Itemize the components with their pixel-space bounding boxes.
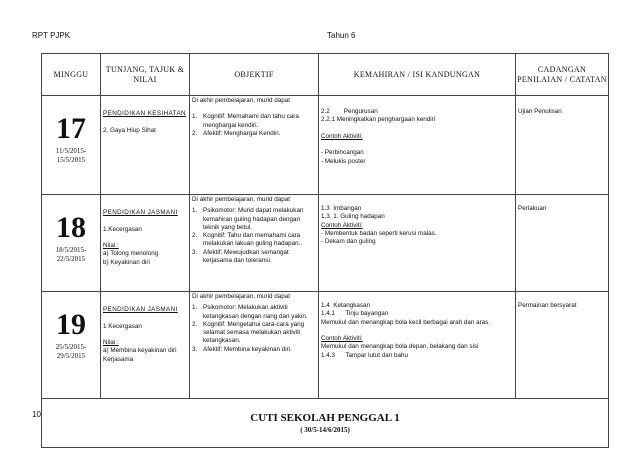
catatan-text: Permainan bersyarat [518, 302, 577, 309]
objektif-item-text: Psikomotor: Melakukan aktiviti ketangkasan dengan riang dan yakin. [203, 304, 308, 320]
kemahiran-line: 1.4.1 Tinju bayangan [321, 310, 389, 318]
tunjang-line [103, 331, 187, 339]
kemahiran-line [321, 125, 513, 133]
tunjang-cell [101, 292, 190, 399]
week-cell [42, 292, 101, 399]
kemahiran-line: 2.2 Pengurusan [321, 108, 378, 115]
objektif-item-number: 3. [192, 345, 198, 353]
kemahiran-cell [319, 195, 516, 292]
kemahiran-line: 1.3 Imbangan [321, 205, 362, 212]
objektif-item [192, 113, 316, 130]
objektif-item-text: Afektif: Menghargai Kendiri. [203, 129, 281, 137]
objektif-item [192, 232, 316, 249]
tunjang-cell [101, 96, 190, 195]
kemahiran-line: - Melukis poster [321, 157, 366, 165]
tunjang-line: Nilai : [103, 242, 119, 250]
objektif-item-text: Afektif: Membina keyakinan diri. [203, 345, 292, 353]
col-objektif: OBJEKTIF [190, 54, 319, 96]
objektif-item-number: 1. [192, 113, 198, 121]
week-cell [42, 96, 101, 195]
kemahiran-line [321, 141, 513, 149]
kemahiran-line: 1.4 Ketangkasan [321, 302, 371, 309]
objektif-item-number: 2. [192, 232, 198, 240]
kemahiran-line: - Membentuk badan seperti kerusi malas. [321, 229, 437, 237]
objektif-item-text: Kognitif: Memahami dan tahu cara menghargai kendiri. [203, 113, 299, 129]
tunjang-line: a) Membina keyakinan diri [103, 347, 177, 355]
header-left: RPT PJPK [32, 31, 71, 40]
objektif-item-number: 1. [192, 207, 198, 215]
kemahiran-line [321, 327, 513, 335]
cuti-row [42, 399, 609, 448]
table-row [42, 195, 609, 292]
lesson-plan-table [41, 53, 609, 448]
table-row [42, 292, 609, 399]
catatan-text: Perlakuan [518, 205, 547, 212]
catatan-text: Ujian Penulisan [518, 108, 562, 115]
kemahiran-line: 1.3. 1. Guling hadapan [321, 213, 385, 221]
week-dates: 18/5/2015- 22/5/2015 [55, 246, 87, 263]
objektif-item [192, 130, 316, 138]
objektif-intro: Di akhir pembelajaran, murid dapat [192, 97, 291, 104]
objektif-item-text: Psikomotor: Murid dapat melakukan kemahiran guling hadapan dengan teknik yang betul. [203, 207, 304, 231]
objektif-item-text: Kognitif: Mengetahui cara-cara yang selamat semasa melakukan aktiviti ketangkasan. [203, 320, 305, 345]
tunjang-line: 1.Kecergasan [103, 225, 142, 233]
week-number: 19 [56, 308, 86, 341]
objektif-item-text: Afektif: Mewujudkan semangat kerjasama dan toleransi. [203, 248, 289, 265]
kemahiran-line: Memukul dan menangkap bola depan, belakang dan sisi [321, 343, 479, 351]
kemahiran-cell [319, 96, 516, 195]
objektif-item [192, 249, 316, 266]
kemahiran-line: Contoh Aktiviti: [321, 132, 363, 140]
page-number: 10 [32, 410, 41, 419]
objektif-item [192, 304, 316, 321]
kemahiran-line: - Perbincangan [321, 149, 364, 157]
spacer [192, 105, 316, 113]
week-number: 17 [56, 112, 86, 145]
tunjang-line: Kerjasama [103, 355, 134, 363]
col-catatan: CADANGAN PENILAIAN / CATATAN [516, 54, 609, 96]
cuti-dates: ( 30/5-14/6/2015) [300, 426, 350, 434]
week-dates: 25/5/2015- 29/5/2015 [55, 343, 87, 360]
catatan-cell [516, 96, 609, 195]
week-dates: 11/5/2015- 15/5/2015 [55, 147, 87, 164]
tunjang-line [103, 234, 187, 242]
col-tunjang: TUNJANG, TAJUK & NILAI [101, 54, 190, 96]
kemahiran-line: 1.4.3 Tampar lutut dan bahu [321, 351, 409, 359]
objektif-item-number: 2. [192, 129, 198, 137]
kemahiran-line: Contoh Aktiviti: [321, 335, 363, 343]
tunjang-line [103, 118, 187, 126]
tunjang-line [103, 217, 187, 225]
tunjang-cell [101, 195, 190, 292]
objektif-cell [190, 292, 319, 399]
tunjang-line: 1 Kecergasan [103, 322, 142, 330]
table-header-row [42, 54, 609, 96]
week-cell [42, 195, 101, 292]
tunjang-line: 2. Gaya Hiup Sihat [103, 126, 156, 134]
objektif-item-number: 3. [192, 248, 198, 256]
tunjang-line: Nilai : [103, 339, 119, 347]
tunjang-title: PENDIDIKAN JASMANI [103, 306, 178, 313]
tunjang-title: PENDIDIKAN KESIHATAN [103, 110, 186, 117]
tunjang-line: b) Keyakinan diri [103, 258, 150, 266]
week-number: 18 [56, 211, 86, 244]
kemahiran-line: 2.2.1 Meningkatkan penghargaan kendiri [321, 116, 436, 124]
objektif-intro: Di akhir pembelajaran, murid dapat [192, 293, 291, 300]
objektif-intro: Di akhir pembelajaran, murid dapat [192, 196, 291, 203]
objektif-item [192, 207, 316, 232]
cuti-cell [42, 399, 609, 448]
catatan-cell [516, 292, 609, 399]
tunjang-title: PENDIDIKAN JASMANI [103, 209, 178, 216]
table-row [42, 96, 609, 195]
objektif-cell [190, 195, 319, 292]
cuti-title: CUTI SEKOLAH PENGGAL 1 [250, 412, 400, 424]
objektif-item-text: Kognitif: Tahu dan memahami cara melakukan lakuan guling hadapan.. [203, 232, 303, 248]
objektif-item [192, 346, 316, 354]
objektif-item-number: 2. [192, 320, 198, 328]
tunjang-line [103, 314, 187, 322]
col-kemahiran: KEMAHIRAN / ISI KANDUNGAN [319, 54, 516, 96]
objektif-item-number: 1. [192, 304, 198, 312]
objektif-item [192, 321, 316, 346]
tunjang-line: a) Tolong menolong [103, 250, 159, 258]
kemahiran-line: Memukul dan menangkap bola kecil berbagai arah dan aras. [321, 318, 491, 326]
kemahiran-line: Contoh Aktiviti: [321, 221, 363, 229]
col-minggu: MINGGU [42, 54, 101, 96]
objektif-cell [190, 96, 319, 195]
catatan-cell [516, 195, 609, 292]
kemahiran-cell [319, 292, 516, 399]
kemahiran-line: - Dekam dan guling [321, 238, 376, 246]
header-right: Tahun 6 [327, 31, 356, 40]
